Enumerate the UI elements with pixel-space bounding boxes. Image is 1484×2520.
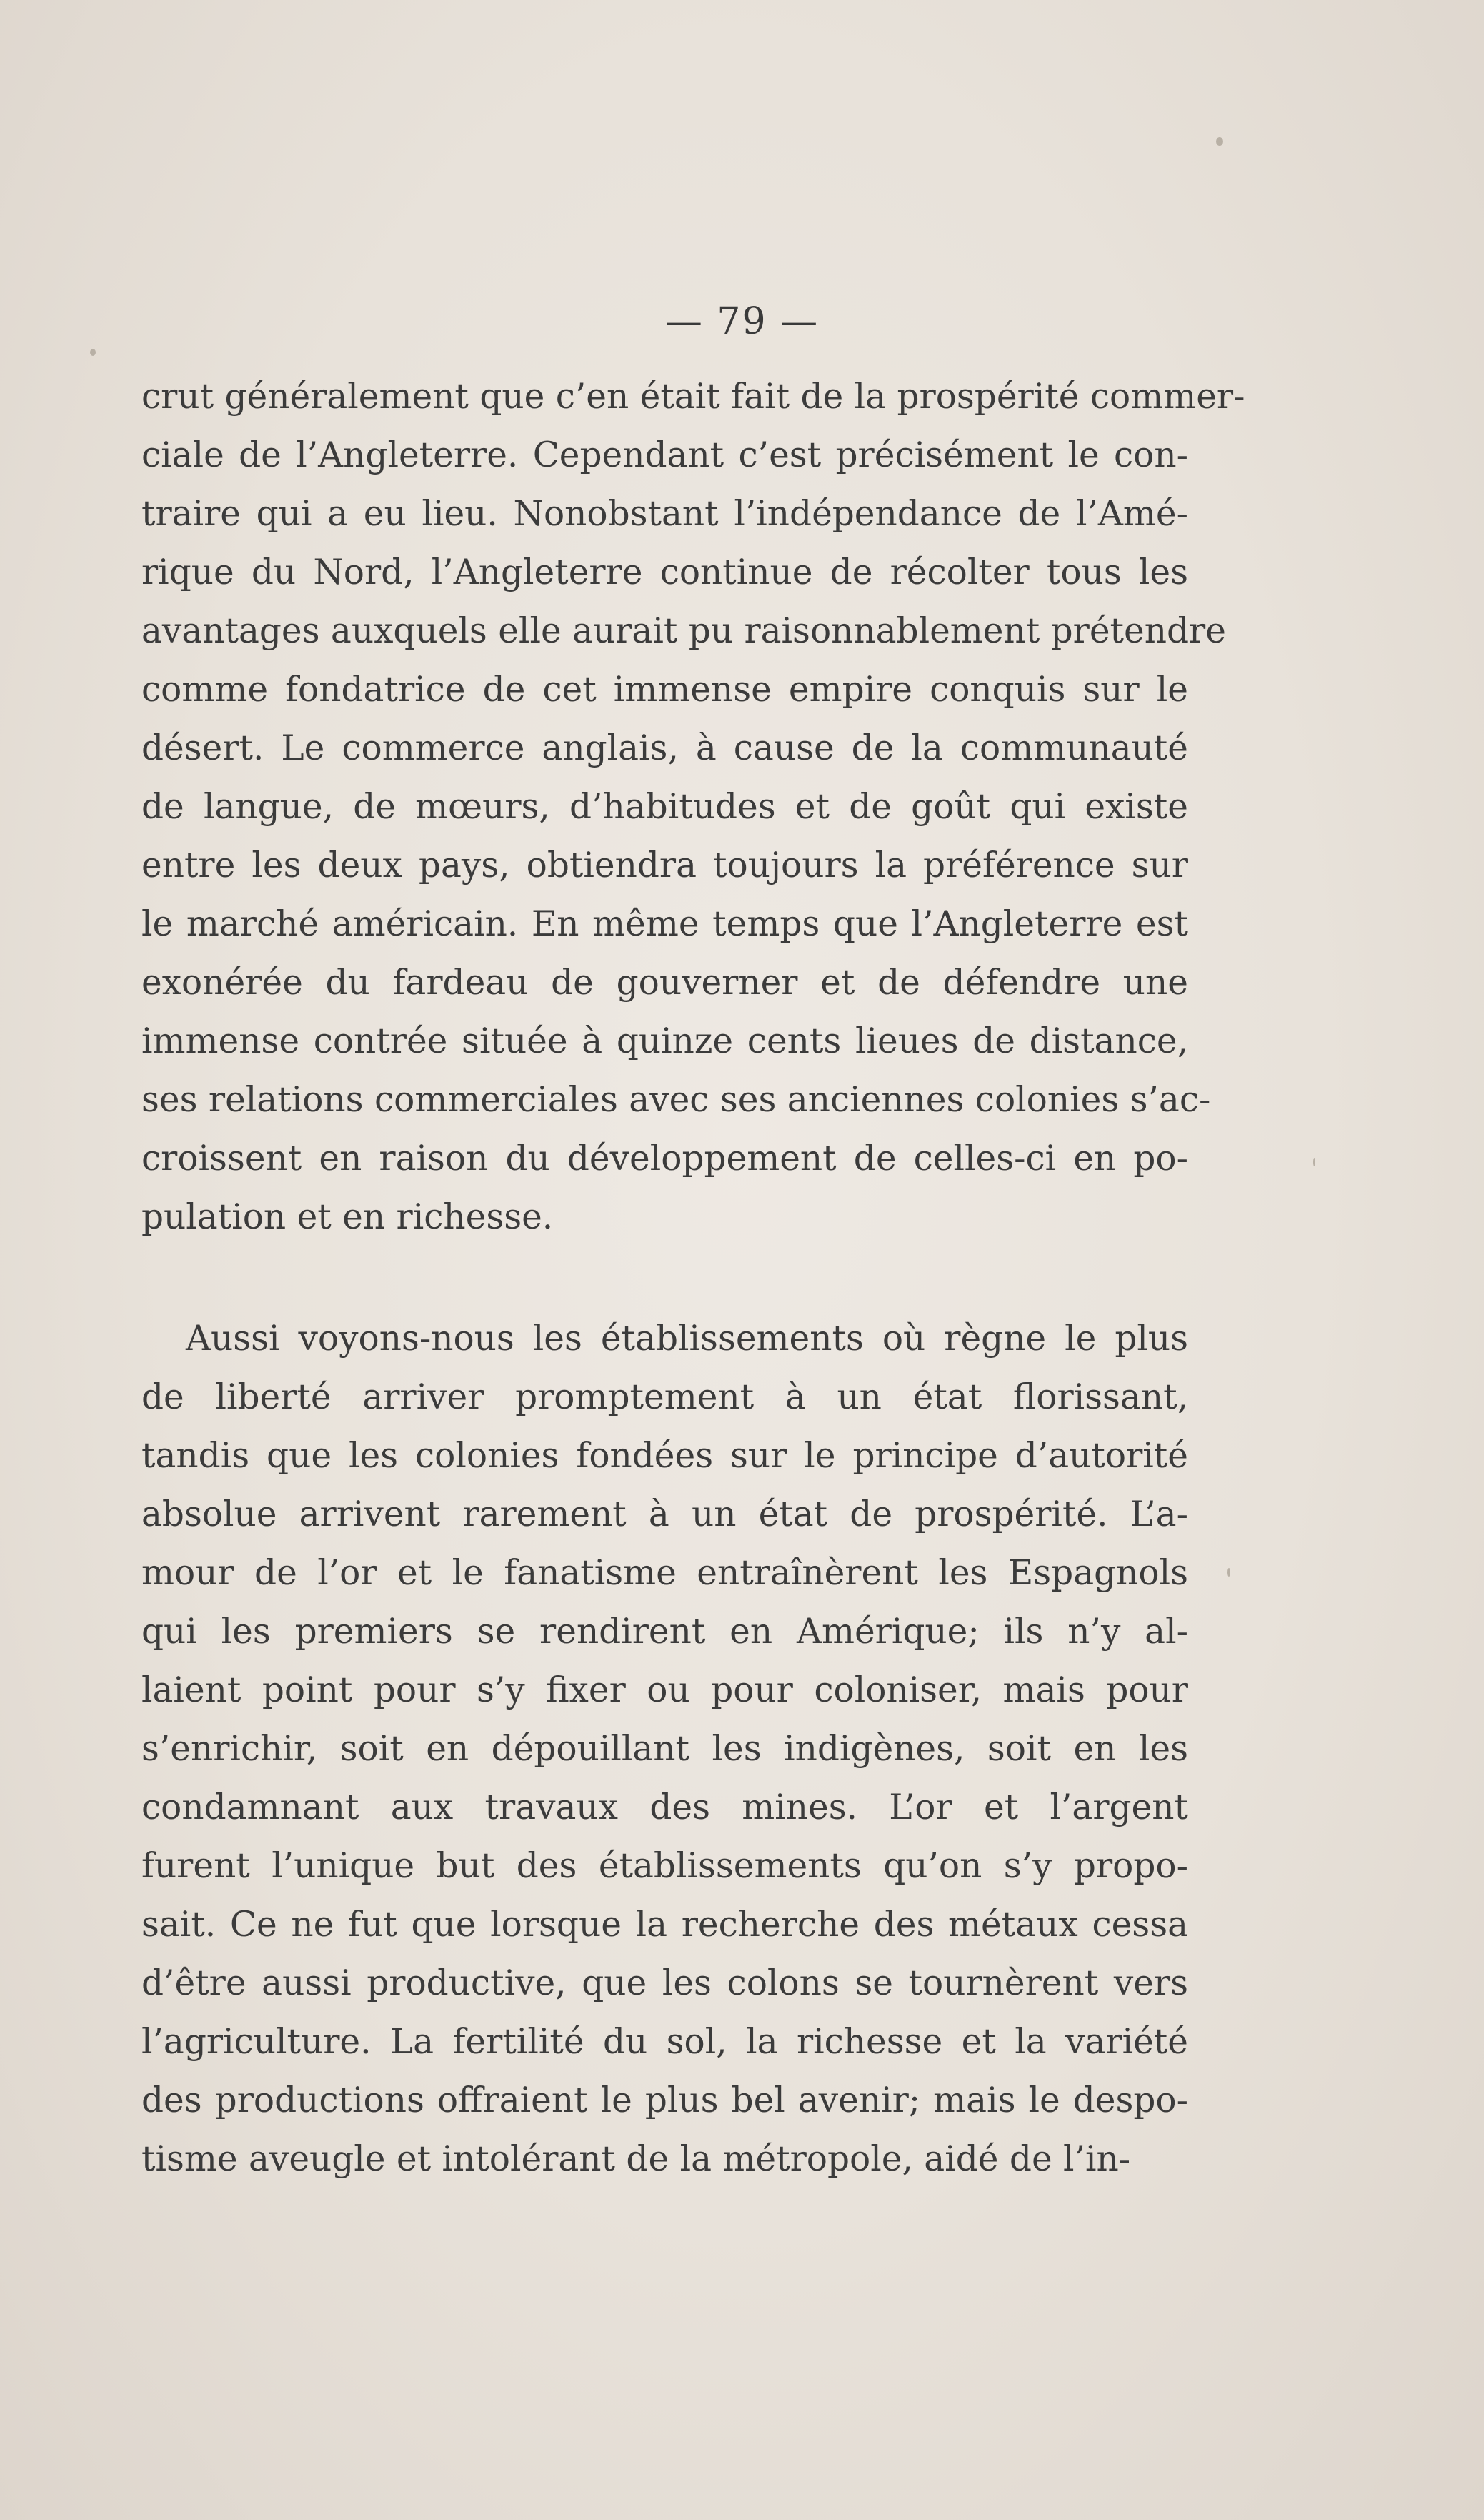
text-line: immense contrée située à quinze cents lieues de distance, xyxy=(141,1021,1188,1061)
paper-speck xyxy=(90,349,96,356)
paper-speck xyxy=(1227,1568,1230,1577)
text-line: l’agriculture. La fertilité du sol, la richesse et la variété xyxy=(141,2022,1188,2062)
text-line: désert. Le commerce anglais, à cause de la communauté xyxy=(141,728,1188,768)
text-line: pulation et en richesse. xyxy=(141,1197,554,1237)
text-line: s’enrichir, soit en dépouillant les indigènes, soit en les xyxy=(141,1729,1188,1769)
text-line: qui les premiers se rendirent en Amérique; ils n’y al- xyxy=(141,1612,1188,1652)
text-line: de liberté arriver promptement à un état florissant, xyxy=(141,1377,1188,1417)
text-line: de langue, de mœurs, d’habitudes et de goût qui existe xyxy=(141,787,1188,827)
text-line: sait. Ce ne fut que lorsque la recherche des métaux cessa xyxy=(141,1905,1188,1945)
text-line: rique du Nord, l’Angleterre continue de récolter tous les xyxy=(141,552,1188,592)
paragraph-2 xyxy=(141,1309,1188,2188)
text-line: le marché américain. En même temps que l’Angleterre est xyxy=(141,904,1188,944)
text-line: Aussi voyons-nous les établissements où règne le plus xyxy=(186,1319,1188,1359)
text-line: tandis que les colonies fondées sur le principe d’autorité xyxy=(141,1436,1188,1476)
text-line: ses relations commerciales avec ses anciennes colonies s’ac- xyxy=(141,1080,1211,1120)
text-line: ciale de l’Angleterre. Cependant c’est précisément le con- xyxy=(141,435,1188,475)
paragraph-1 xyxy=(141,367,1245,1246)
page-number: — 79 — xyxy=(664,300,820,343)
text-line: condamnant aux travaux des mines. L’or et l’argent xyxy=(141,1787,1188,1827)
text-line: furent l’unique but des établissements qu’on s’y propo- xyxy=(141,1846,1188,1886)
text-line: tisme aveugle et intolérant de la métropole, aidé de l’in- xyxy=(141,2139,1131,2179)
paper-speck xyxy=(1216,137,1223,146)
text-line: croissent en raison du développement de celles-ci en po- xyxy=(141,1139,1188,1179)
text-line: mour de l’or et le fanatisme entraînèrent les Espagnols xyxy=(141,1553,1188,1593)
text-line: traire qui a eu lieu. Nonobstant l’indépendance de l’Amé- xyxy=(141,494,1188,534)
text-line: entre les deux pays, obtiendra toujours la préférence sur xyxy=(141,845,1188,886)
text-line: laient point pour s’y fixer ou pour coloniser, mais pour xyxy=(141,1670,1188,1710)
text-line: absolue arrivent rarement à un état de prospérité. L’a- xyxy=(141,1494,1188,1534)
text-line: comme fondatrice de cet immense empire conquis sur le xyxy=(141,670,1188,710)
text-line: avantages auxquels elle aurait pu raisonnablement prétendre xyxy=(141,611,1226,651)
text-line: exonérée du fardeau de gouverner et de défendre une xyxy=(141,963,1188,1003)
text-line: d’être aussi productive, que les colons se tournèrent vers xyxy=(141,1963,1188,2003)
paper-speck xyxy=(1313,1158,1315,1166)
text-line: crut généralement que c’en était fait de la prospérité commer- xyxy=(141,377,1245,417)
text-line: des productions offraient le plus bel avenir; mais le despo- xyxy=(141,2080,1188,2120)
